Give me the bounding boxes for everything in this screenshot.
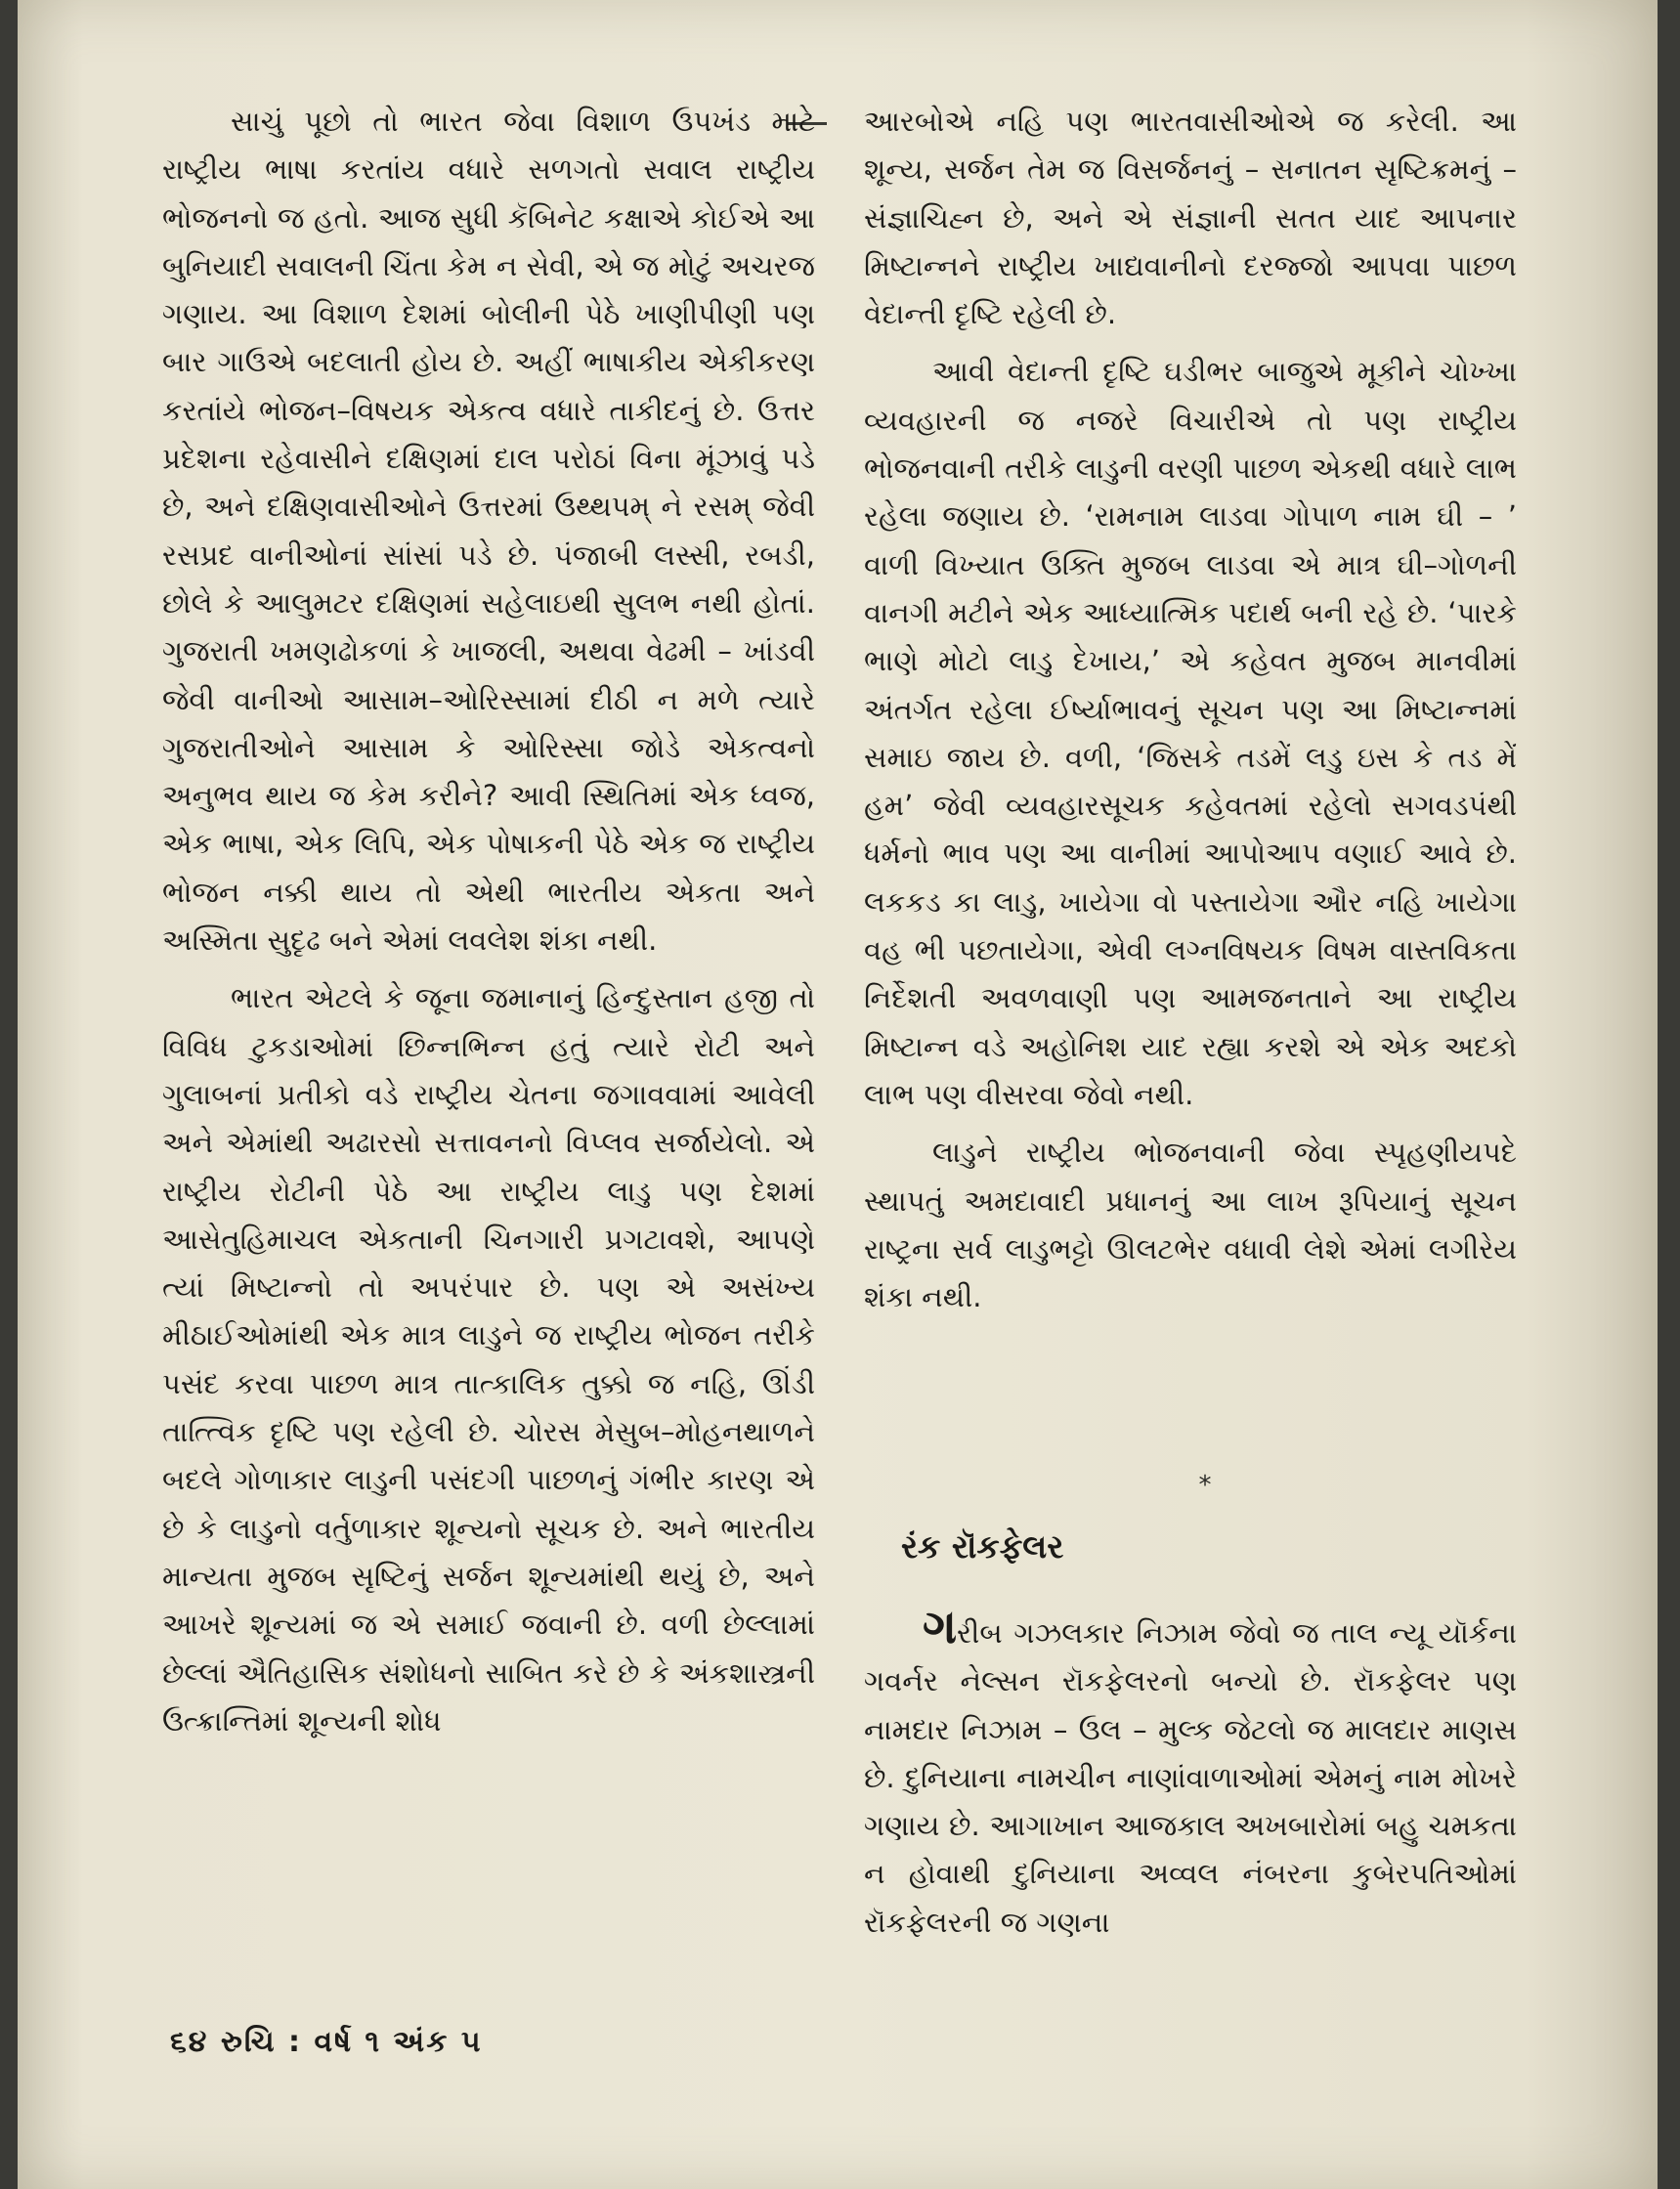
paragraph: લાડુને રાષ્ટ્રીય ભોજનવાની જેવા સ્પૃહણીયપદે સ્થાપતું અમદાવાદી પ્રધાનનું આ લાખ રૂપિયાનું સૂચન રાષ્ટ્રના સર્વ લાડુભટ્ટો ઊલટભેર વધાવી લેશે એમાં લગીરેય શંકા નથી.: [864, 1136, 1517, 1314]
section-body: [864, 1600, 1517, 1947]
page-footer: ૬૪ રુચિ : વર્ષ ૧ અંક ૫: [170, 2025, 483, 2059]
section-separator: *: [1198, 1471, 1212, 1500]
dropcap: ગ: [923, 1600, 958, 1654]
magazine-page: [18, 0, 1658, 2189]
paragraph-text: રીબ ગઝલકાર નિઝામ જેવો જ તાલ ન્યૂ યૉર્કના ગવર્નર નેલ્સન રૉકફેલરનો બન્યો છે. રૉકફેલર પણ નામદાર નિઝામ – ઉલ – મુલ્ક જેટલો જ માલદાર માણસ છે. દુનિયાના નામચીન નાણાંવાળાઓમાં એમનું નામ મોખરે ગણાય છે. આગાખાન આજકાલ અખબારોમાં બહુ ચમકતા ન હોવાથી દુનિયાના અવ્વલ નંબરના કુબેરપતિઓમાં રૉકફેલરની જ ગણના: [864, 1616, 1517, 1939]
paragraph: સાચું પૂછો તો ભારત જેવા વિશાળ ઉપખંડ માટે રાષ્ટ્રીય ભાષા કરતાંય વધારે સળગતો સવાલ રાષ્ટ્રીય ભોજનનો જ હતો. આજ સુધી કૅબિનેટ કક્ષાએ કોઈએ આ બુનિયાદી સવાલની ચિંતા કેમ ન સેવી, એ જ મોટું અચરજ ગણાય. આ વિશાળ દેશમાં બોલીની પેઠે ખાણીપીણી પણ બાર ગાઉએ બદલાતી હોય છે. અહીં ભાષાકીય એકીકરણ કરતાંયે ભોજન–વિષયક એકત્વ વધારે તાકીદનું છે. ઉત્તર પ્રદેશના રહેવાસીને દક્ષિણમાં દાલ પરોઠાં વિના મૂંઝાવું પડે છે, અને દક્ષિણવાસીઓને ઉત્તરમાં ઉથ્થપમ્ ને રસમ્ જેવી રસપ્રદ વાનીઓનાં સાંસાં પડે છે. પંજાબી લસ્સી, રબડી, છોલે કે આલુમટર દક્ષિણમાં સહેલાઇથી સુલભ નથી હોતાં. ગુજરાતી ખમણઢોકળાં કે ખાજલી, અથવા વેઢમી – ખાંડવી જેવી વાનીઓ આસામ–ઓરિસ્સામાં દીઠી ન મળે ત્યારે ગુજરાતીઓને આસામ કે ઓરિસ્સા જોડે એકત્વનો અનુભવ થાય જ કેમ કરીને? આવી સ્થિતિમાં એક ધ્વજ, એક ભાષા, એક લિપિ, એક પોષાકની પેઠે એક જ રાષ્ટ્રીય ભોજન નક્કી થાય તો એથી ભારતીય એકતા અને અસ્મિતા સુદૃઢ બને એમાં લવલેશ શંકા નથી.: [162, 105, 815, 958]
section-title: રંક રૉકફેલર: [901, 1527, 1064, 1566]
paragraph: ભારત એટલે કે જૂના જમાનાનું હિન્દુસ્તાન હજી તો વિવિધ ટુકડાઓમાં છિન્નભિન્ન હતું ત્યારે રોટી અને ગુલાબનાં પ્રતીકો વડે રાષ્ટ્રીય ચેતના જગાવવામાં આવેલી અને એમાંથી અઢારસો સત્તાવનનો વિપ્લવ સર્જાયેલો. એ રાષ્ટ્રીય રોટીની પેઠે આ રાષ્ટ્રીય લાડુ પણ દેશમાં આસેતુહિમાચલ એકતાની ચિનગારી પ્રગટાવશે, આપણે ત્યાં મિષ્ટાન્નો તો અપરંપાર છે. પણ એ અસંખ્ય મીઠાઈઓમાંથી એક માત્ર લાડુને જ રાષ્ટ્રીય ભોજન તરીકે પસંદ કરવા પાછળ માત્ર તાત્કાલિક તુક્કો જ નહિ, ઊંડી તાત્ત્વિક દૃષ્ટિ પણ રહેલી છે. ચોરસ મેસુબ–મોહનથાળને બદલે ગોળાકાર લાડુની પસંદગી પાછળનું ગંભીર કારણ એ છે કે લાડુનો વર્તુળાકાર શૂન્યનો સૂચક છે. અને ભારતીય માન્યતા મુજબ સૃષ્ટિનું સર્જન શૂન્યમાંથી થયું છે, અને આખરે શૂન્યમાં જ એ સમાઈ જવાની છે. વળી છેલ્લામાં છેલ્લાં ઐતિહાસિક સંશોધનો સાબિત કરે છે કે અંકશાસ્ત્રની ઉત્ક્રાન્તિમાં શૂન્યની શોધ: [162, 981, 815, 1738]
paragraph: આવી વેદાન્તી દૃષ્ટિ ઘડીભર બાજુએ મૂકીને ચોખ્ખા વ્યવહારની જ નજરે વિચારીએ તો પણ રાષ્ટ્રીય ભોજનવાની તરીકે લાડુની વરણી પાછળ એકથી વધારે લાભ રહેલા જણાય છે. ‘રામનામ લાડવા ગોપાળ નામ ઘી – ’ વાળી વિખ્યાત ઉક્તિ મુજબ લાડવા એ માત્ર ઘી–ગોળની વાનગી મટીને એક આધ્યાત્મિક પદાર્થ બની રહે છે. ‘પારકે ભાણે મોટો લાડુ દેખાય,’ એ કહેવત મુજબ માનવીમાં અંતર્ગત રહેલા ઈર્ષ્યાભાવનું સૂચન પણ આ મિષ્ટાન્નમાં સમાઇ જાય છે. વળી, ‘જિસકે તડમેં લડુ ઇસ કે તડ મેં હમ’ જેવી વ્યવહારસૂચક કહેવતમાં રહેલો સગવડપંથી ધર્મનો ભાવ પણ આ વાનીમાં આપોઆપ વણાઈ આવે છે. લકકડ કા લાડુ, ખાયેગા વો પસ્તાયેગા ઔર નહિ ખાયેગા વહ ભી પછતાયેગા, એવી લગ્નવિષયક વિષમ વાસ્તવિકતા નિર્દેશતી અવળવાણી પણ આમજનતાને આ રાષ્ટ્રીય મિષ્ટાન્ન વડે અહોનિશ યાદ રહ્યા કરશે એ એક અદકો લાભ પણ વીસરવા જેવો નથી.: [864, 355, 1517, 1111]
paragraph: [864, 1600, 1517, 1947]
left-column: [162, 98, 815, 1745]
right-column: [864, 98, 1517, 1321]
paragraph: આરબોએ નહિ પણ ભારતવાસીઓએ જ કરેલી. આ શૂન્ય, સર્જન તેમ જ વિસર્જનનું – સનાતન સૃષ્ટિક્રમનું – સંજ્ઞાચિહ્ન છે, અને એ સંજ્ઞાની સતત યાદ આપનાર મિષ્ટાન્નને રાષ્ટ્રીય ખાદ્યવાનીનો દરજ્જો આપવા પાછળ વેદાન્તી દૃષ્ટિ રહેલી છે.: [864, 105, 1517, 331]
